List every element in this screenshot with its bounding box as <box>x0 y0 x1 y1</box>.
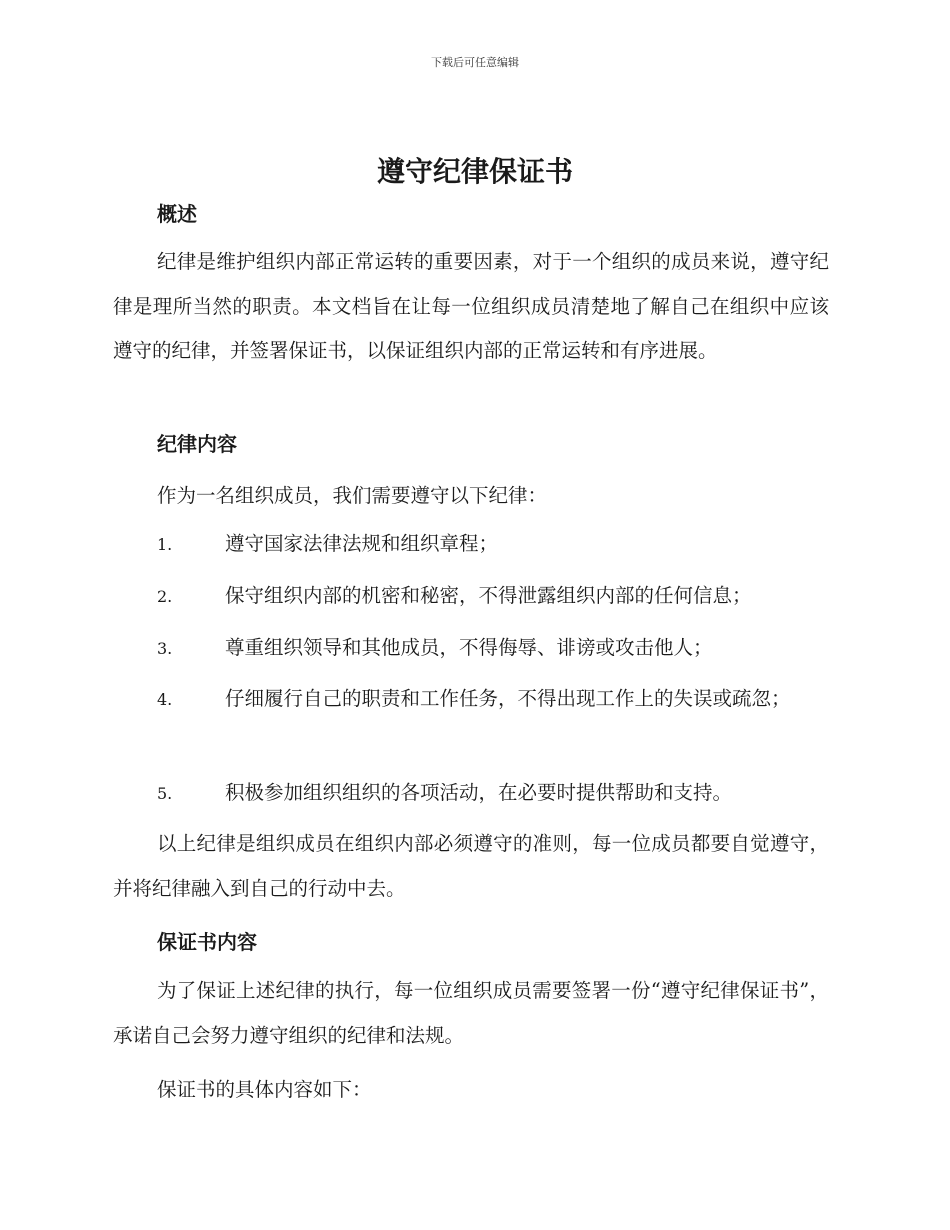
list-item: 1. 遵守国家法律法规和组织章程； <box>157 532 499 555</box>
section-heading-overview: 概述 <box>157 202 197 226</box>
discipline-closing: 以上纪律是组织成员在组织内部必须遵守的准则，每一位成员都要自觉遵守，并将纪律融入到自己的行动中去。 <box>113 832 829 900</box>
list-item-text: 遵守国家法律法规和组织章程； <box>225 532 499 555</box>
list-item-text: 积极参加组织组织的各项活动，在必要时提供帮助和支持。 <box>225 781 733 804</box>
document-title: 遵守纪律保证书 <box>376 155 573 188</box>
list-item: 2. 保守组织内部的机密和秘密，不得泄露组织内部的任何信息； <box>157 584 752 607</box>
list-item: 3. 尊重组织领导和其他成员，不得侮辱、诽谤或攻击他人； <box>157 636 713 659</box>
header-note: 下载后可任意编辑 <box>431 56 519 69</box>
pledge-lead: 保证书的具体内容如下： <box>157 1078 372 1101</box>
list-item-text: 尊重组织领导和其他成员，不得侮辱、诽谤或攻击他人； <box>225 636 713 659</box>
pledge-paragraph: 为了保证上述纪律的执行，每一位组织成员需要签署一份“遵守纪律保证书”，承诺自己会努力遵守组织的纪律和法规。 <box>113 979 829 1047</box>
list-item-text: 保守组织内部的机密和秘密，不得泄露组织内部的任何信息； <box>225 584 752 607</box>
list-item: 4. 仔细履行自己的职责和工作任务，不得出现工作上的失误或疏忽； <box>157 687 791 710</box>
list-item-text: 仔细履行自己的职责和工作任务，不得出现工作上的失误或疏忽； <box>225 687 791 710</box>
discipline-intro: 作为一名组织成员，我们需要遵守以下纪律： <box>157 484 548 507</box>
section-heading-discipline: 纪律内容 <box>157 432 237 456</box>
overview-paragraph: 纪律是维护组织内部正常运转的重要因素，对于一个组织的成员来说，遵守纪律是理所当然的职责。本文档旨在让每一位组织成员清楚地了解自己在组织中应该遵守的纪律，并签署保证书，以保证组织内部的正常运转和有序进展。 <box>113 250 829 362</box>
section-heading-pledge: 保证书内容 <box>157 930 257 954</box>
list-item: 5. 积极参加组织组织的各项活动，在必要时提供帮助和支持。 <box>157 781 733 804</box>
